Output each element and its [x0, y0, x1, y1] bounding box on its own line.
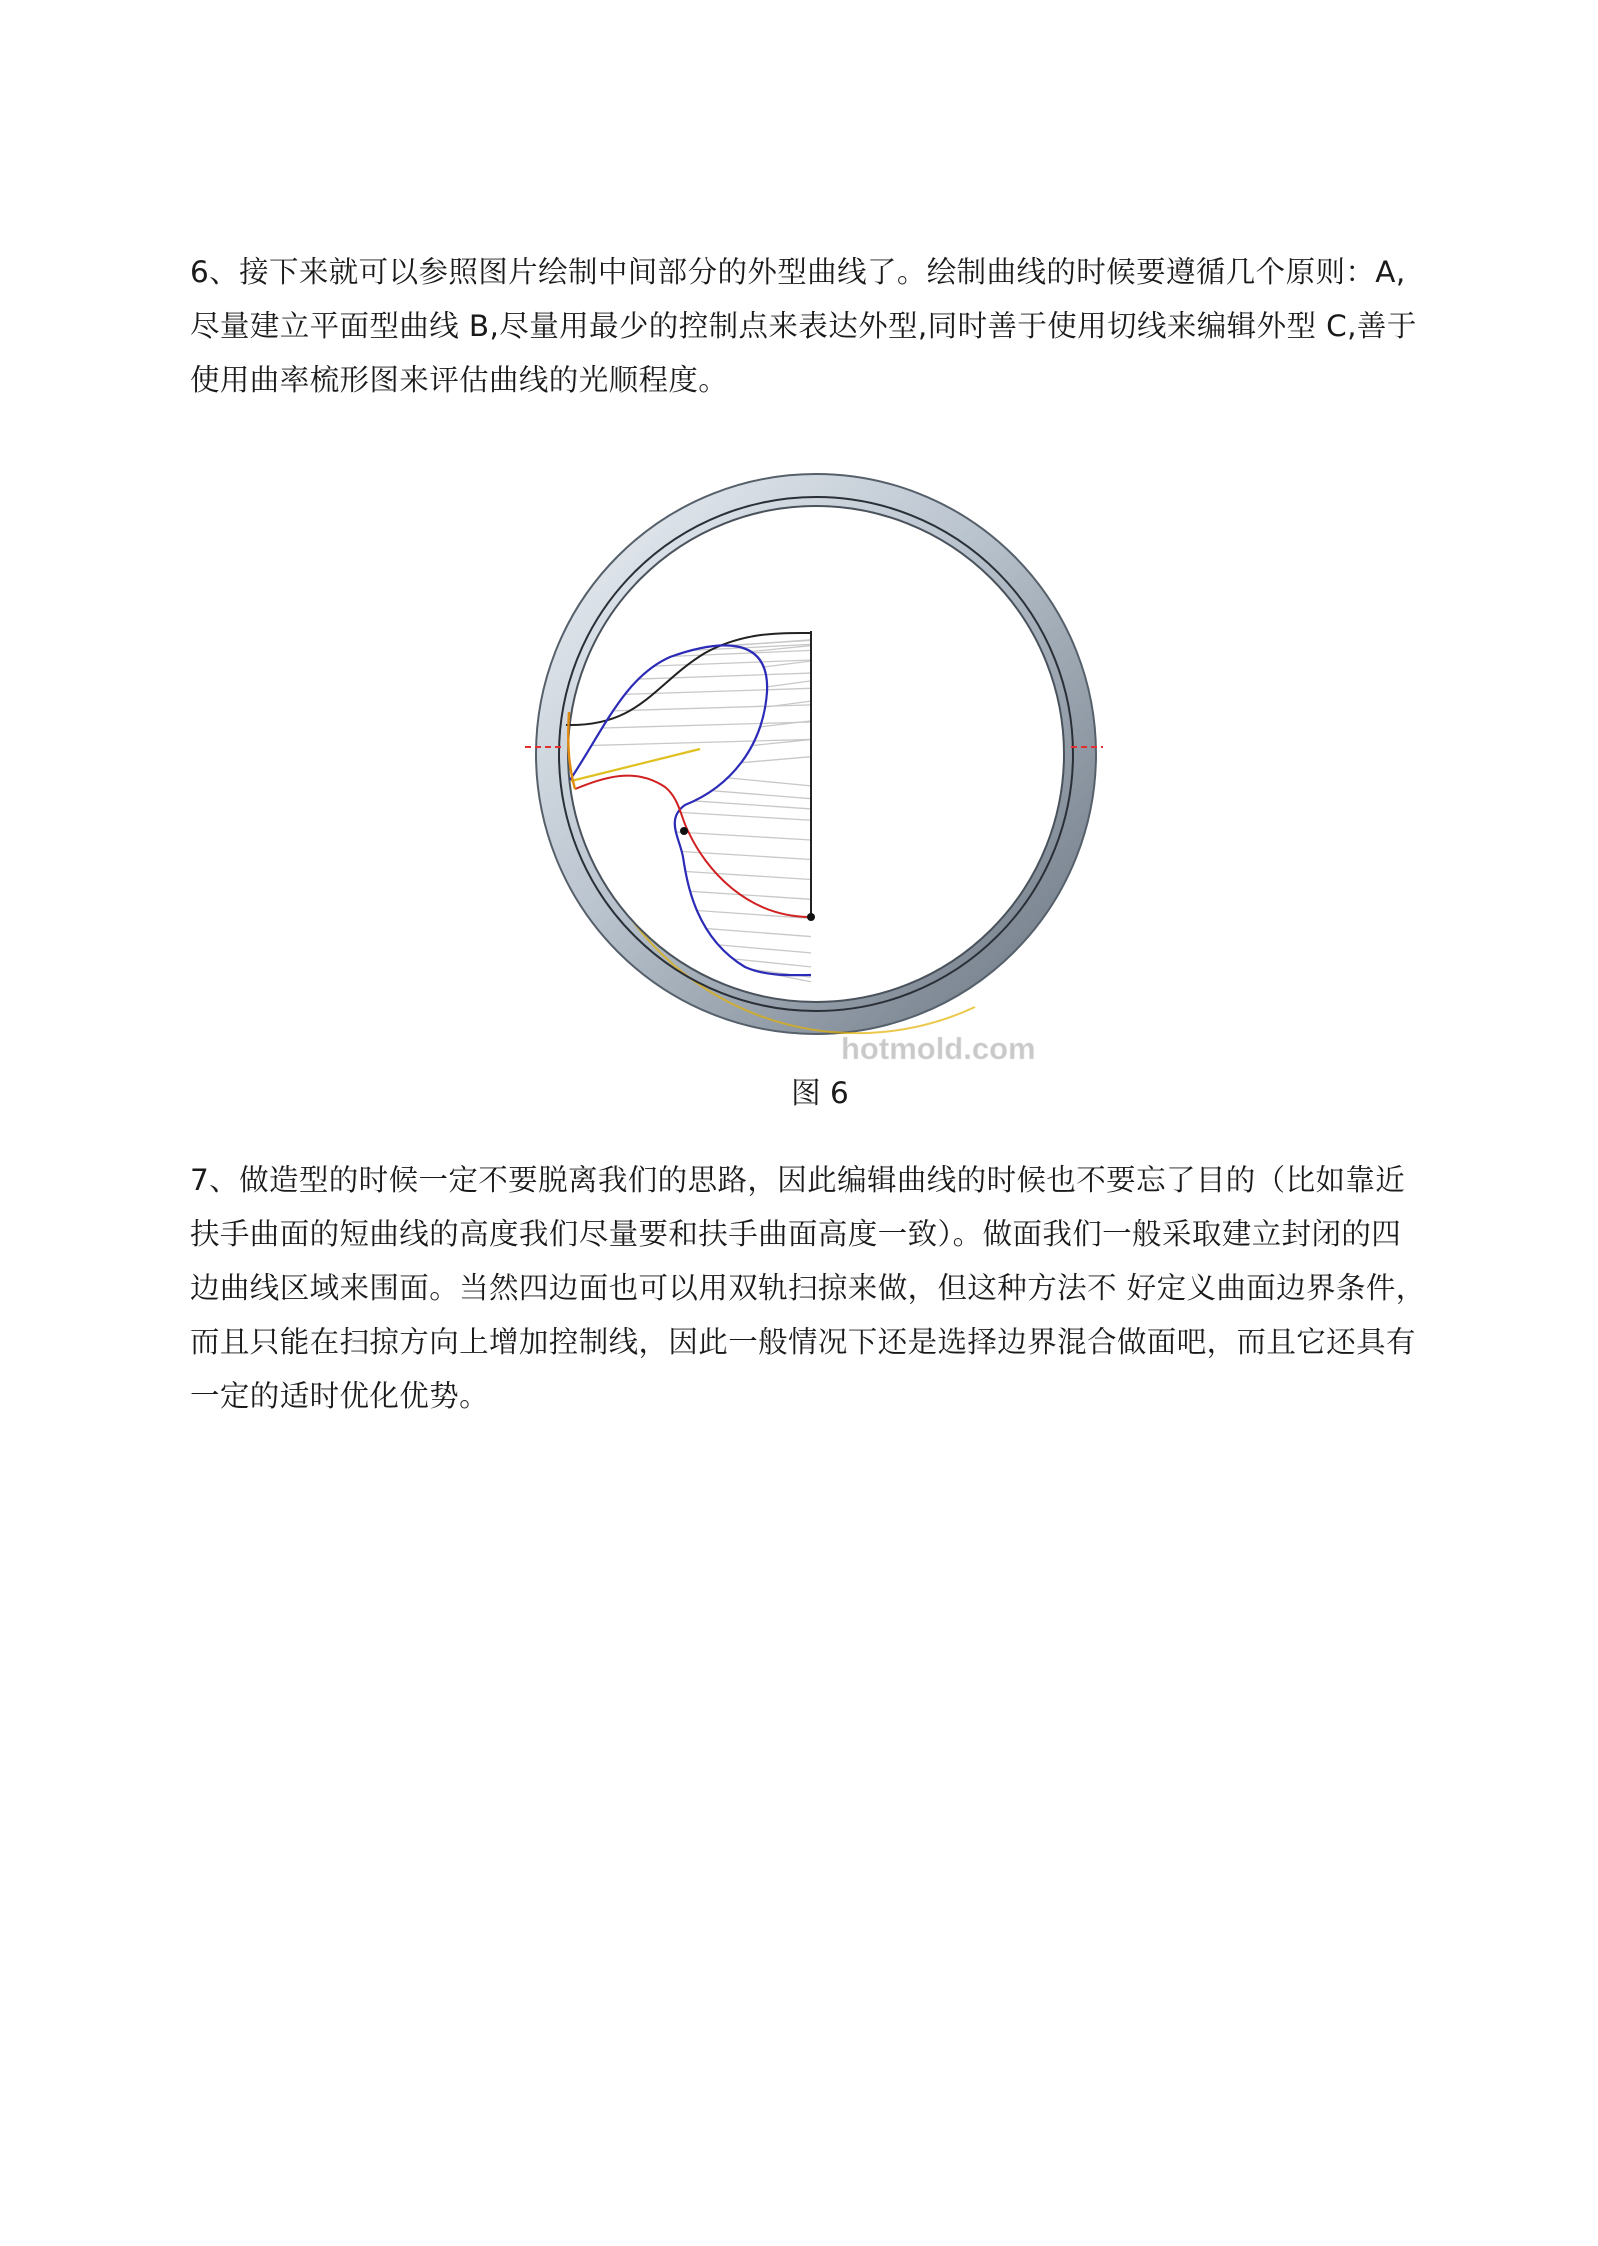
control-point-bottom — [807, 913, 815, 921]
figure-caption: 图 6 — [791, 1076, 849, 1110]
wheel-rim — [536, 474, 1096, 1034]
watermark-text: hotmold.com — [841, 1031, 1036, 1066]
figure-steering-wheel — [505, 447, 1125, 1067]
control-point-mid — [680, 827, 688, 835]
steering-wheel-curve-diagram — [505, 447, 1125, 1067]
paragraph-step-6: 6、接下来就可以参照图片绘制中间部分的外型曲线了。绘制曲线的时候要遵循几个原则：A,尽量建立平面型曲线 B,尽量用最少的控制点来表达外型,同时善于使用切线来编辑外型 C,善于使用曲率梳形图来评估曲线的光顺程度。 — [190, 255, 1417, 397]
paragraph-step-7: 7、做造型的时候一定不要脱离我们的思路，因此编辑曲线的时候也不要忘了目的（比如靠近 扶手曲面的短曲线的高度我们尽量要和扶手曲面高度一致）。做面我们一般采取建立封闭的四边曲线区域来围面。当然四边面也可以用双轨扫掠来做，但这种方法不 好定义曲面边界条件，而且只能在扫掠方向上增加控制线，因此一般情况下还是选择边界混合做面吧，而且它还具有一定的适时优化优势。 — [190, 1163, 1426, 1413]
